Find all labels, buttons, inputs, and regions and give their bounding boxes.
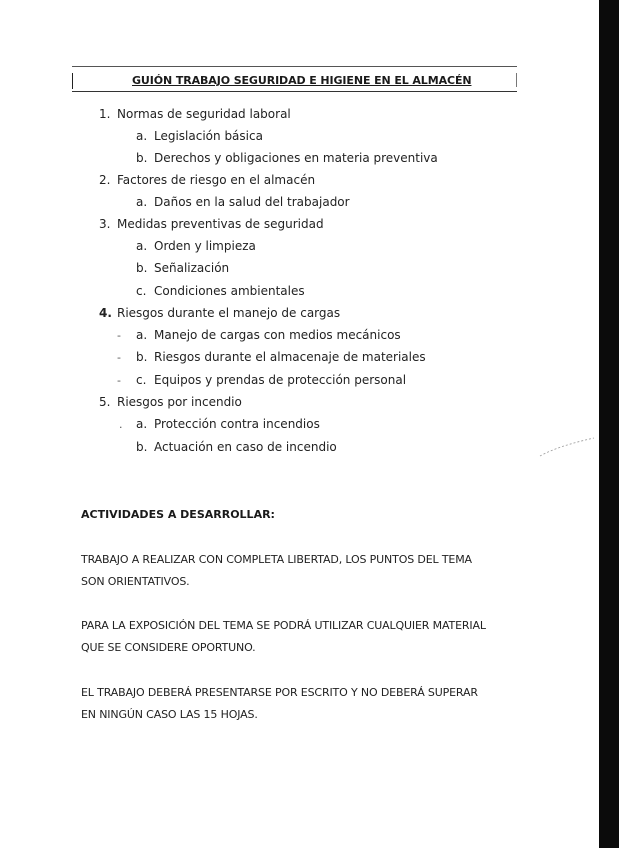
paragraph-line: EL TRABAJO DEBERÁ PRESENTARSE POR ESCRITO Y NO DEBERÁ SUPERAR (81, 686, 478, 699)
paragraph-line: SON ORIENTATIVOS. (81, 575, 190, 588)
subitem-label-1b: Derechos y obligaciones en materia preventiva (154, 151, 438, 165)
subitem-letter-5b: b. (136, 440, 148, 454)
subitem-letter-1a: a. (136, 129, 148, 143)
paragraph-material (81, 615, 521, 659)
subitem-letter-1b: b. (136, 151, 148, 165)
section-number-4: 4. (99, 306, 112, 320)
subitem-label-4c: Equipos y prendas de protección personal (154, 373, 407, 387)
section-number-3: 3. (99, 217, 111, 231)
stray-pen-mark (538, 436, 596, 458)
section-number-2: 2. (99, 173, 111, 187)
subitem-letter-3b: b. (136, 261, 148, 275)
subitem-label-3c: Condiciones ambientales (154, 284, 305, 298)
scan-mark: - (117, 374, 121, 387)
section-label-3: Medidas preventivas de seguridad (117, 217, 324, 231)
title-frame-right-mark (516, 73, 517, 87)
subitem-letter-4c: c. (136, 373, 147, 387)
subitem-letter-4a: a. (136, 328, 148, 342)
scan-mark: - (117, 351, 121, 364)
section-label-1: Normas de seguridad laboral (117, 107, 291, 121)
paragraph-freedom (81, 549, 521, 593)
subitem-label-5b: Actuación en caso de incendio (154, 440, 337, 454)
paragraph-line: PARA LA EXPOSICIÓN DEL TEMA SE PODRÁ UTILIZAR CUALQUIER MATERIAL (81, 619, 486, 632)
section-label-2: Factores de riesgo en el almacén (117, 173, 316, 187)
subitem-label-2a: Daños en la salud del trabajador (154, 195, 350, 209)
document-title: GUIÓN TRABAJO SEGURIDAD E HIGIENE EN EL ALMACÉN (132, 74, 472, 87)
section-label-4: Riesgos durante el manejo de cargas (117, 306, 341, 320)
paragraph-line: QUE SE CONSIDERE OPORTUNO. (81, 641, 256, 654)
scanner-edge (599, 0, 619, 848)
subitem-label-3a: Orden y limpieza (154, 239, 256, 253)
scan-mark: . (119, 418, 123, 431)
subitem-letter-4b: b. (136, 350, 148, 364)
section-number-5: 5. (99, 395, 111, 409)
section-label-5: Riesgos por incendio (117, 395, 242, 409)
subitem-letter-2a: a. (136, 195, 148, 209)
subitem-label-5a: Protección contra incendios (154, 417, 320, 431)
subitem-letter-3a: a. (136, 239, 148, 253)
title-frame-left-mark (72, 73, 73, 89)
paragraph-length (81, 682, 521, 726)
paragraph-line: EN NINGÚN CASO LAS 15 HOJAS. (81, 708, 258, 721)
subitem-label-1a: Legislación básica (154, 129, 263, 143)
activities-heading: ACTIVIDADES A DESARROLLAR: (81, 508, 275, 521)
scan-mark: - (117, 329, 121, 342)
paragraph-line: TRABAJO A REALIZAR CON COMPLETA LIBERTAD, LOS PUNTOS DEL TEMA (81, 553, 472, 566)
subitem-letter-5a: a. (136, 417, 148, 431)
subitem-letter-3c: c. (136, 284, 147, 298)
subitem-label-3b: Señalización (154, 261, 230, 275)
section-number-1: 1. (99, 107, 111, 121)
subitem-label-4a: Manejo de cargas con medios mecánicos (154, 328, 401, 342)
subitem-label-4b: Riesgos durante el almacenaje de materiales (154, 350, 426, 364)
